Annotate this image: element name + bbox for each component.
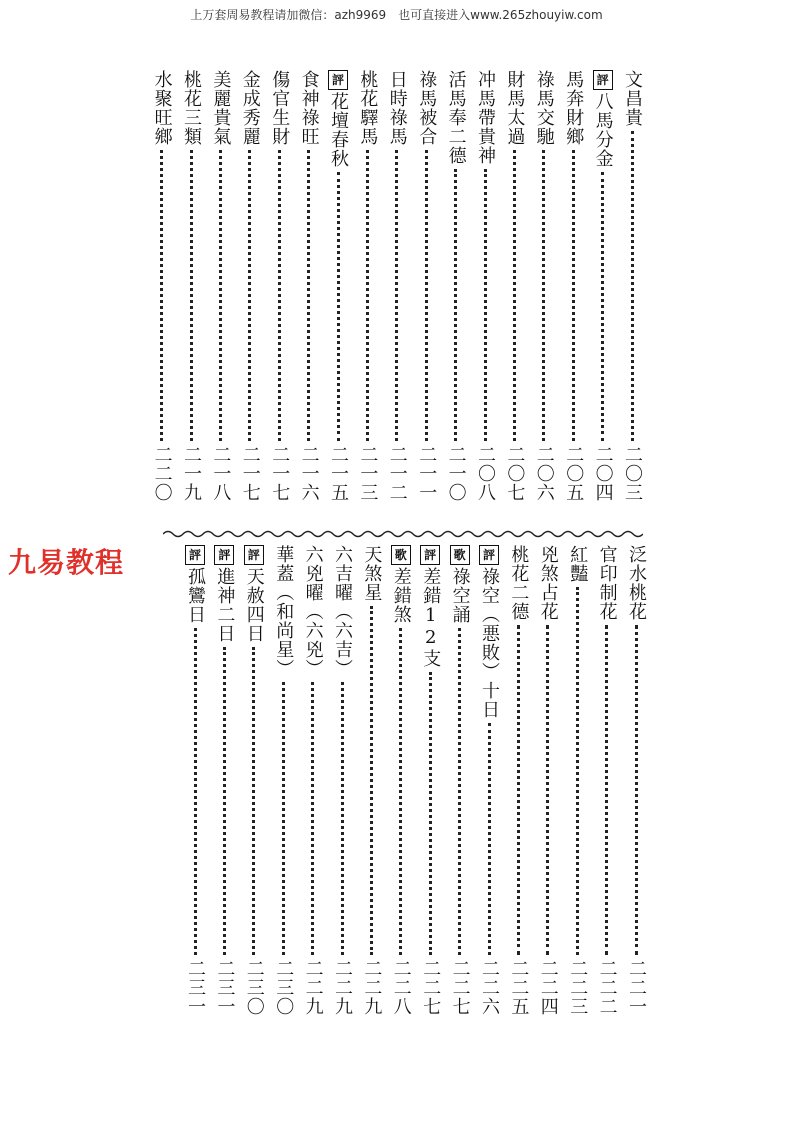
- page-number: 二一五: [328, 445, 349, 502]
- page-number: 二〇八: [475, 445, 496, 502]
- entry-title: 祿空（悪敗）十日: [479, 567, 500, 719]
- toc-entry[interactable]: [620, 70, 644, 502]
- entry-title: 六兇曜（六兇）: [302, 545, 324, 678]
- entry-title: 冲馬帶貴神: [475, 70, 496, 165]
- toc-entry[interactable]: [301, 545, 325, 1016]
- page-number: 二一八: [210, 445, 232, 502]
- page-number: 二二八: [390, 959, 412, 1016]
- entry-title: 桃花驛馬: [357, 70, 379, 146]
- dot-leader: [542, 150, 545, 441]
- page-number: 二〇七: [504, 445, 526, 502]
- wavy-divider: [163, 528, 643, 540]
- toc-entry[interactable]: [506, 545, 530, 1016]
- dot-leader: [631, 131, 634, 441]
- toc-entry[interactable]: [355, 70, 379, 502]
- entry-title: 差錯12支: [420, 567, 442, 668]
- dot-leader: [307, 150, 310, 441]
- page-number: 二二九: [361, 959, 383, 1016]
- toc-entry[interactable]: [502, 70, 526, 502]
- entry-tag-badge: 評: [479, 545, 499, 565]
- toc-entry[interactable]: [183, 545, 207, 1016]
- entry-tag-badge: 評: [328, 70, 348, 90]
- page-number: 二一七: [239, 445, 261, 502]
- page-number: 二三一: [185, 959, 206, 1016]
- page-number: 二一七: [269, 445, 291, 502]
- dot-leader: [635, 625, 638, 955]
- page-number: 二二一: [626, 959, 647, 1016]
- page-number: 二一六: [298, 445, 320, 502]
- page-number: 二二〇: [151, 445, 173, 502]
- entry-title: 進神二日: [214, 567, 236, 643]
- toc-entry[interactable]: [444, 70, 468, 502]
- toc-entry[interactable]: [238, 70, 262, 502]
- toc-entry[interactable]: [179, 70, 203, 502]
- entry-title: 金成秀麗: [239, 70, 261, 146]
- page-number: 二一二: [386, 445, 408, 502]
- entry-title: 祿空誦: [449, 567, 471, 624]
- entry-title: 花壇春秋: [328, 92, 349, 168]
- toc-entry[interactable]: [561, 70, 585, 502]
- entry-title: 文昌貴: [622, 70, 643, 127]
- page-number: 二一一: [416, 445, 438, 502]
- toc-entry[interactable]: [591, 70, 615, 502]
- entry-tag-badge: 評: [214, 545, 234, 565]
- entry-tag-badge: 歌: [450, 545, 470, 565]
- dot-leader: [484, 169, 487, 441]
- entry-title: 日時祿馬: [386, 70, 408, 146]
- dot-leader: [546, 625, 549, 955]
- dot-leader: [576, 587, 579, 955]
- toc-entry[interactable]: [389, 545, 413, 1016]
- entry-tag-badge: 評: [593, 70, 613, 90]
- entry-title: 祿馬被合: [416, 70, 438, 146]
- page-number: 二二七: [449, 959, 471, 1016]
- page-number: 二一九: [181, 445, 202, 502]
- dot-leader: [605, 625, 608, 955]
- toc-entry[interactable]: [536, 545, 560, 1016]
- page-number: 二〇五: [563, 445, 585, 502]
- entry-title: 八馬分金: [592, 92, 614, 168]
- dot-leader: [366, 150, 369, 441]
- entry-title: 天赦四日: [243, 567, 265, 643]
- entry-title: 食神祿旺: [298, 70, 320, 146]
- dot-leader: [190, 150, 193, 441]
- page-number: 二一〇: [445, 445, 467, 502]
- entry-title: 差錯煞: [390, 567, 412, 624]
- toc-entry[interactable]: [418, 545, 442, 1016]
- entry-title: 紅豔: [567, 545, 589, 583]
- entry-title: 天煞星: [361, 545, 383, 602]
- page-number: 二〇六: [533, 445, 555, 502]
- page-number: 二二九: [302, 959, 324, 1016]
- toc-entry[interactable]: [297, 70, 321, 502]
- toc-entry[interactable]: [150, 70, 174, 502]
- dot-leader: [223, 647, 226, 955]
- dot-leader: [248, 150, 251, 441]
- entry-title: 華蓋（和尚星）: [273, 545, 295, 678]
- dot-leader: [399, 628, 402, 955]
- toc-entry[interactable]: [532, 70, 556, 502]
- page-number: 二二九: [332, 959, 353, 1016]
- toc-entry[interactable]: [448, 545, 472, 1016]
- entry-title: 活馬奉二德: [445, 70, 467, 165]
- entry-title: 水聚旺鄉: [151, 70, 173, 146]
- dot-leader: [219, 150, 222, 441]
- toc-entry[interactable]: [624, 545, 648, 1016]
- entry-title: 桃花三類: [181, 70, 202, 146]
- toc-entry[interactable]: [565, 545, 589, 1016]
- entry-tag-badge: 評: [420, 545, 440, 565]
- dot-leader: [282, 682, 285, 955]
- dot-leader: [429, 672, 432, 955]
- dot-leader: [311, 682, 314, 955]
- entry-tag-badge: 評: [244, 545, 264, 565]
- entry-title: 桃花二德: [508, 545, 530, 621]
- dot-leader: [458, 628, 461, 955]
- entry-title: 六吉曜（六吉）: [332, 545, 353, 678]
- page-number: 二二七: [420, 959, 442, 1016]
- entry-title: 孤鸞日: [185, 567, 206, 624]
- entry-title: 美麗貴氣: [210, 70, 232, 146]
- dot-leader: [278, 150, 281, 441]
- toc-entry[interactable]: [271, 545, 295, 1016]
- dot-leader: [370, 606, 373, 955]
- page-number: 二二六: [479, 959, 500, 1016]
- page-number: 二一三: [357, 445, 379, 502]
- toc-entry[interactable]: [414, 70, 438, 502]
- entry-title: 兇煞占花: [537, 545, 559, 621]
- dot-leader: [513, 150, 516, 441]
- entry-title: 官印制花: [596, 545, 618, 621]
- toc-entry[interactable]: [477, 545, 501, 1016]
- page-number: 二二四: [537, 959, 559, 1016]
- toc-entry[interactable]: [267, 70, 291, 502]
- page-number: 二二五: [508, 959, 530, 1016]
- entry-title: 財馬太過: [504, 70, 526, 146]
- dot-leader: [395, 150, 398, 441]
- dot-leader: [341, 682, 344, 955]
- entry-title: 馬奔財鄉: [563, 70, 585, 146]
- entry-title: 傷官生財: [269, 70, 291, 146]
- page-number: 二三〇: [243, 959, 265, 1016]
- toc-entry[interactable]: [385, 70, 409, 502]
- dot-leader: [252, 647, 255, 955]
- dot-leader: [194, 628, 197, 955]
- page-number: 二二三: [567, 959, 589, 1016]
- dot-leader: [337, 172, 340, 441]
- page-number: 二三一: [214, 959, 236, 1016]
- entry-tag-badge: 評: [185, 545, 205, 565]
- dot-leader: [488, 723, 491, 955]
- entry-title: 泛水桃花: [626, 545, 647, 621]
- header-banner: 上万套周易教程请加微信：azh9969 也可直接进入www.265zhouyiw.com: [190, 8, 603, 22]
- entry-tag-badge: 歌: [391, 545, 411, 565]
- dot-leader: [425, 150, 428, 441]
- page-number: 二三〇: [273, 959, 295, 1016]
- toc-entry[interactable]: [473, 70, 497, 502]
- toc-entry[interactable]: [326, 70, 350, 502]
- toc-entry[interactable]: [330, 545, 354, 1016]
- toc-entry[interactable]: [212, 545, 236, 1016]
- watermark-logo: 九易教程: [8, 546, 125, 579]
- dot-leader: [160, 150, 163, 441]
- page-number: 二二二: [596, 959, 618, 1016]
- toc-entry[interactable]: [208, 70, 232, 502]
- toc-entry[interactable]: [595, 545, 619, 1016]
- toc-entry[interactable]: [359, 545, 383, 1016]
- toc-entry[interactable]: [242, 545, 266, 1016]
- page-number: 二〇四: [592, 445, 614, 502]
- dot-leader: [601, 172, 604, 441]
- dot-leader: [572, 150, 575, 441]
- entry-title: 祿馬交馳: [533, 70, 555, 146]
- dot-leader: [517, 625, 520, 955]
- page-number: 二〇三: [622, 445, 643, 502]
- dot-leader: [454, 169, 457, 441]
